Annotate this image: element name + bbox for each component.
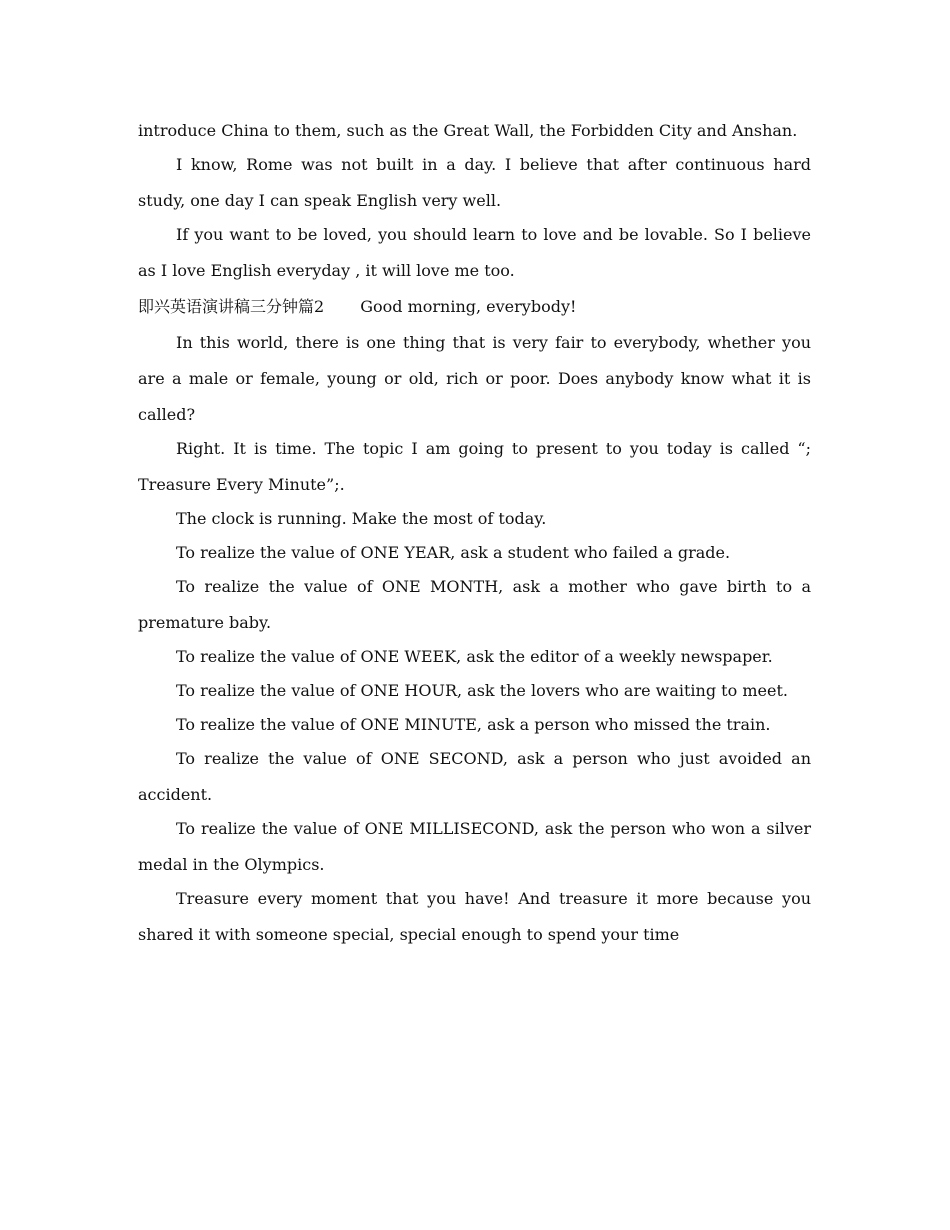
- document-body: [138, 113, 817, 953]
- paragraph-6: The clock is running. Make the most of today.: [176, 509, 547, 528]
- paragraph-11: To realize the value of ONE MINUTE, ask a person who missed the train.: [176, 715, 771, 734]
- paragraph-3: If you want to be loved, you should learn to love and be lovable. So I believe as I love English everyday , it will love me too.: [138, 225, 817, 280]
- paragraph-8: To realize the value of ONE MONTH, ask a mother who gave birth to a premature baby.: [138, 577, 817, 632]
- paragraph-13: To realize the value of ONE MILLISECOND, ask the person who won a silver medal in the Olympics.: [138, 819, 817, 874]
- paragraph-5: Right. It is time. The topic I am going to present to you today is called “; Treasure Every Minute”;.: [138, 439, 817, 494]
- paragraph-7: To realize the value of ONE YEAR, ask a student who failed a grade.: [176, 543, 731, 562]
- section-title: 即兴英语演讲稿三分钟篇2: [138, 297, 325, 316]
- section-greeting: Good morning, everybody!: [360, 297, 577, 316]
- paragraph-9: To realize the value of ONE WEEK, ask the editor of a weekly newspaper.: [176, 647, 773, 666]
- paragraph-1: introduce China to them, such as the Great Wall, the Forbidden City and Anshan.: [138, 121, 798, 140]
- paragraph-4: In this world, there is one thing that is very fair to everybody, whether you are a male or female, young or old, rich or poor. Does anybody know what it is called?: [138, 333, 817, 424]
- paragraph-14: Treasure every moment that you have! And treasure it more because you shared it with someone special, special enough to spend your time: [138, 889, 817, 944]
- paragraph-12: To realize the value of ONE SECOND, ask a person who just avoided an accident.: [138, 749, 817, 804]
- section-heading: [138, 289, 811, 325]
- paragraph-2: I know, Rome was not built in a day. I believe that after continuous hard study, one day I can speak English very well.: [138, 155, 817, 210]
- paragraph-10: To realize the value of ONE HOUR, ask the lovers who are waiting to meet.: [176, 681, 788, 700]
